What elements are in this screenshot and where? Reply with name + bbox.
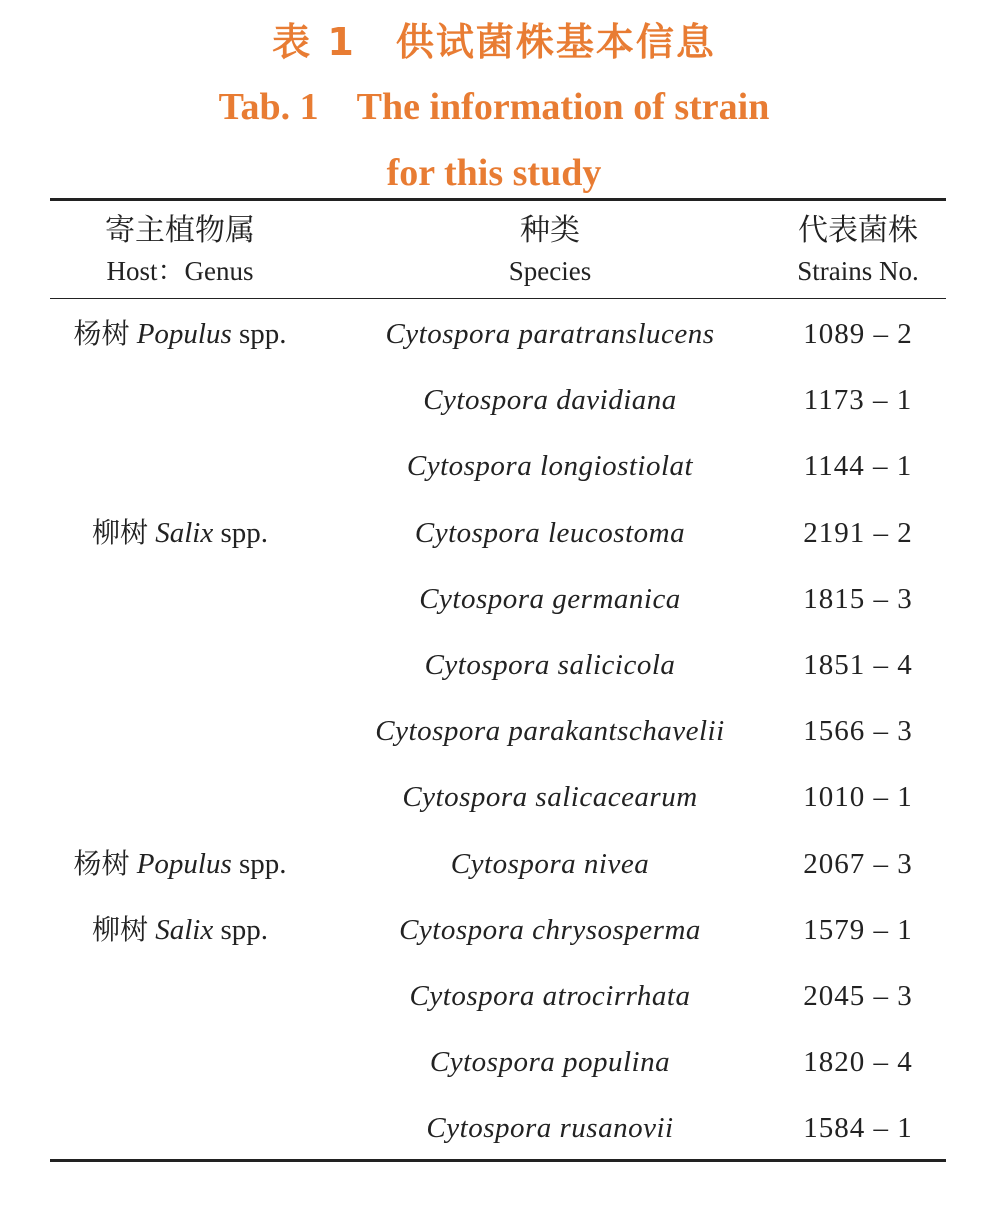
species-cell: Cytospora chrysosperma bbox=[399, 913, 701, 946]
species-cell: Cytospora nivea bbox=[450, 847, 650, 880]
strain-cell: 1815 – 3 bbox=[803, 582, 913, 615]
table-row bbox=[50, 963, 946, 1029]
host-cell bbox=[50, 897, 310, 963]
table-title-chinese: 表 1 供试菌株基本信息 bbox=[272, 20, 716, 64]
table-row bbox=[50, 632, 946, 698]
column-header-species bbox=[340, 210, 760, 290]
strain-cell: 1820 – 4 bbox=[803, 1046, 913, 1079]
species-cell: Cytospora populina bbox=[429, 1046, 671, 1079]
column-header-host bbox=[50, 210, 310, 290]
table-header-rule bbox=[50, 298, 946, 299]
host-genus: Salix bbox=[155, 516, 214, 549]
strain-cell: 1851 – 4 bbox=[803, 649, 913, 681]
table-row bbox=[50, 764, 946, 830]
table-row bbox=[50, 566, 946, 632]
host-cell bbox=[50, 831, 310, 897]
strain-cell: 1173 – 1 bbox=[803, 384, 913, 417]
strain-cell: 1584 – 1 bbox=[803, 1112, 913, 1145]
table-row bbox=[50, 698, 946, 764]
species-cell: Cytospora germanica bbox=[419, 582, 681, 615]
table-top-rule bbox=[50, 198, 946, 201]
host-suffix: spp. bbox=[220, 516, 269, 549]
table-title-english-line2: for this study bbox=[386, 152, 602, 194]
species-cell: Cytospora parakantschavelii bbox=[375, 715, 725, 748]
host-suffix: spp. bbox=[220, 913, 269, 946]
strain-cell: 1579 – 1 bbox=[803, 913, 913, 946]
species-cell: Cytospora davidiana bbox=[423, 384, 677, 417]
table-row bbox=[50, 500, 946, 566]
column-header-host-cn: 寄主植物属 bbox=[105, 213, 255, 248]
column-header-species-cn: 种类 bbox=[520, 213, 580, 248]
strain-cell: 2191 – 2 bbox=[803, 516, 913, 549]
strain-cell: 2067 – 3 bbox=[803, 847, 913, 880]
column-header-strain bbox=[770, 210, 946, 290]
host-chinese-name: 柳树 bbox=[91, 515, 148, 549]
table-row bbox=[50, 831, 946, 897]
strain-cell: 1144 – 1 bbox=[803, 450, 913, 483]
species-cell: Cytospora atrocirrhata bbox=[409, 980, 691, 1012]
host-genus: Salix bbox=[155, 913, 214, 946]
column-header-strain-cn: 代表菌株 bbox=[798, 213, 918, 248]
host-genus: Populus bbox=[136, 847, 232, 880]
host-cell bbox=[50, 301, 310, 367]
host-chinese-name: 柳树 bbox=[91, 912, 148, 946]
host-suffix: spp. bbox=[239, 847, 287, 880]
host-genus: Populus bbox=[136, 318, 232, 350]
host-suffix: spp. bbox=[239, 318, 287, 350]
host-cell bbox=[50, 500, 310, 566]
species-cell: Cytospora paratranslucens bbox=[385, 318, 715, 350]
table-bottom-rule bbox=[50, 1159, 946, 1162]
species-cell: Cytospora salicacearum bbox=[402, 781, 698, 814]
table-row bbox=[50, 1029, 946, 1095]
host-chinese-name: 杨树 bbox=[73, 846, 130, 880]
species-cell: Cytospora rusanovii bbox=[426, 1112, 674, 1145]
species-cell: Cytospora leucostoma bbox=[414, 516, 686, 549]
column-header-strain-en: Strains No. bbox=[797, 256, 919, 286]
strain-cell: 2045 – 3 bbox=[803, 980, 913, 1012]
strain-cell: 1566 – 3 bbox=[803, 715, 913, 748]
strain-cell: 1089 – 2 bbox=[803, 318, 913, 350]
table-row bbox=[50, 433, 946, 499]
table-title-english-line1: Tab. 1 The information of strain bbox=[218, 86, 770, 128]
species-cell: Cytospora longiostiolat bbox=[406, 450, 694, 483]
species-cell: Cytospora salicicola bbox=[424, 649, 676, 681]
host-chinese-name: 杨树 bbox=[73, 317, 130, 350]
table-row bbox=[50, 367, 946, 433]
column-header-host-en: Host：Genus bbox=[106, 256, 254, 286]
table-row bbox=[50, 301, 946, 367]
table-row bbox=[50, 897, 946, 963]
table-row bbox=[50, 1095, 946, 1161]
column-header-species-en: Species bbox=[508, 256, 592, 286]
strain-cell: 1010 – 1 bbox=[803, 781, 913, 814]
